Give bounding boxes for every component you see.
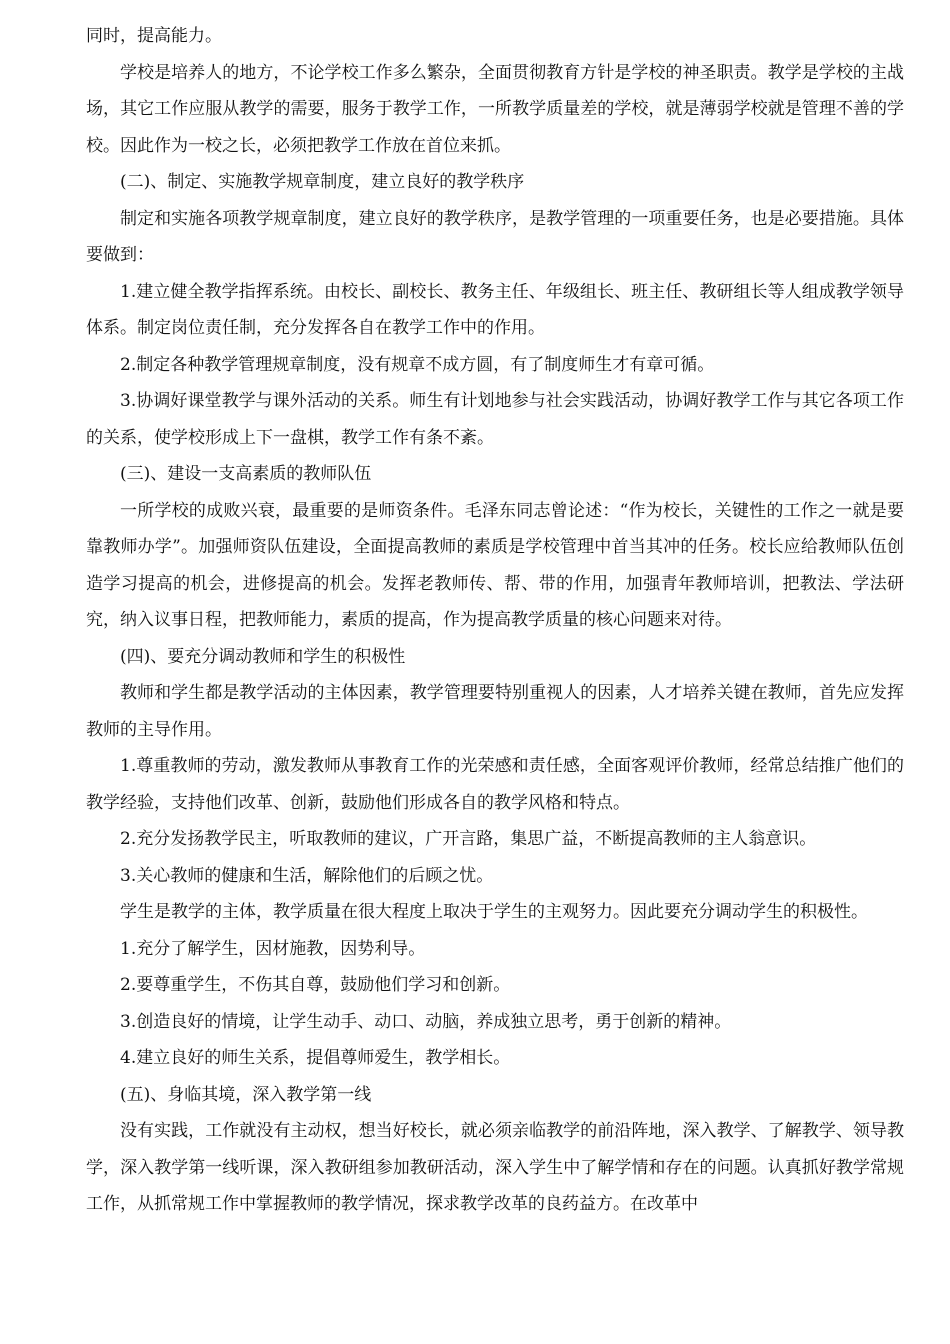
section-heading-3: (三)、建设一支高素质的教师队伍 — [120, 464, 372, 484]
list-item-teachers-1: 1.尊重教师的劳动，激发教师从事教育工作的光荣感和责任感，全面客观评价教师，经常总结推广他们的教学经验，支持他们改革、创新，鼓励他们形成各自的教学风格和特点。 — [86, 756, 904, 813]
paragraph-continuation: 同时，提高能力。 — [86, 26, 222, 46]
list-item-teachers-3: 3.关心教师的健康和生活，解除他们的后顾之忧。 — [120, 865, 494, 886]
list-item-teachers-2: 2.充分发扬教学民主，听取教师的建议，广开言路，集思广益，不断提高教师的主人翁意识。 — [120, 829, 817, 849]
paragraph-motivation-intro: 教师和学生都是教学活动的主体因素，教学管理要特别重视人的因素，人才培养关键在教师，首先应发挥教师的主导作用。 — [86, 683, 904, 740]
paragraph-rules-intro: 制定和实施各项教学规章制度，建立良好的教学秩序，是教学管理的一项重要任务，也是必要措施。具体要做到： — [86, 208, 904, 265]
section-heading-4: (四)、要充分调动教师和学生的积极性 — [120, 646, 406, 667]
list-item-students-1: 1.充分了解学生，因材施教，因势利导。 — [120, 938, 426, 959]
section-heading-5: (五)、身临其境，深入教学第一线 — [120, 1084, 372, 1105]
section-heading-2: (二)、制定、实施教学规章制度，建立良好的教学秩序 — [120, 172, 525, 192]
paragraph-school-mission: 学校是培养人的地方，不论学校工作多么繁杂，全面贯彻教育方针是学校的神圣职责。教学是学校的主战场，其它工作应服从教学的需要，服务于教学工作，一所教学质量差的学校，就是薄弱学校就是管理不善的学校。因此作为一校之长，必须把教学工作放在首位来抓。 — [86, 62, 904, 156]
list-item-rules-2: 2.制定各种教学管理规章制度，没有规章不成方圆，有了制度师生才有章可循。 — [120, 354, 715, 375]
paragraph-students-intro: 学生是教学的主体，教学质量在很大程度上取决于学生的主观努力。因此要充分调动学生的积极性。 — [120, 902, 868, 922]
list-item-rules-3: 3.协调好课堂教学与课外活动的关系。师生有计划地参与社会实践活动，协调好教学工作与其它各项工作的关系，使学校形成上下一盘棋，教学工作有条不紊。 — [86, 391, 904, 448]
list-item-students-4: 4.建立良好的师生关系，提倡尊师爱生，教学相长。 — [120, 1048, 511, 1068]
paragraph-teacher-team: 一所学校的成败兴衰，最重要的是师资条件。毛泽东同志曾论述：“作为校长，关键性的工作之一就是要靠教师办学”。加强师资队伍建设，全面提高教师的素质是学校管理中首当其冲的任务。校长应给教师队伍创造学习提高的机会，进修提高的机会。发挥老教师传、帮、带的作用，加强青年教师培训，把教法、学法研究，纳入议事日程，把教师能力，素质的提高，作为提高教学质量的核心问题来对待。 — [86, 500, 904, 630]
paragraph-practice: 没有实践，工作就没有主动权，想当好校长，就必须亲临教学的前沿阵地，深入教学、了解教学、领导教学，深入教学第一线听课，深入教研组参加教研活动，深入学生中了解学情和存在的问题。认真抓好教学常规工作，从抓常规工作中掌握教师的教学情况，探求教学改革的良药益方。在改革中 — [86, 1121, 904, 1214]
document-page — [86, 18, 904, 1223]
list-item-students-3: 3.创造良好的情境，让学生动手、动口、动脑，养成独立思考，勇于创新的精神。 — [120, 1011, 732, 1032]
list-item-rules-1: 1.建立健全教学指挥系统。由校长、副校长、教务主任、年级组长、班主任、教研组长等人组成教学领导体系。制定岗位责任制，充分发挥各自在教学工作中的作用。 — [86, 281, 904, 338]
list-item-students-2: 2.要尊重学生，不伤其自尊，鼓励他们学习和创新。 — [120, 975, 511, 995]
